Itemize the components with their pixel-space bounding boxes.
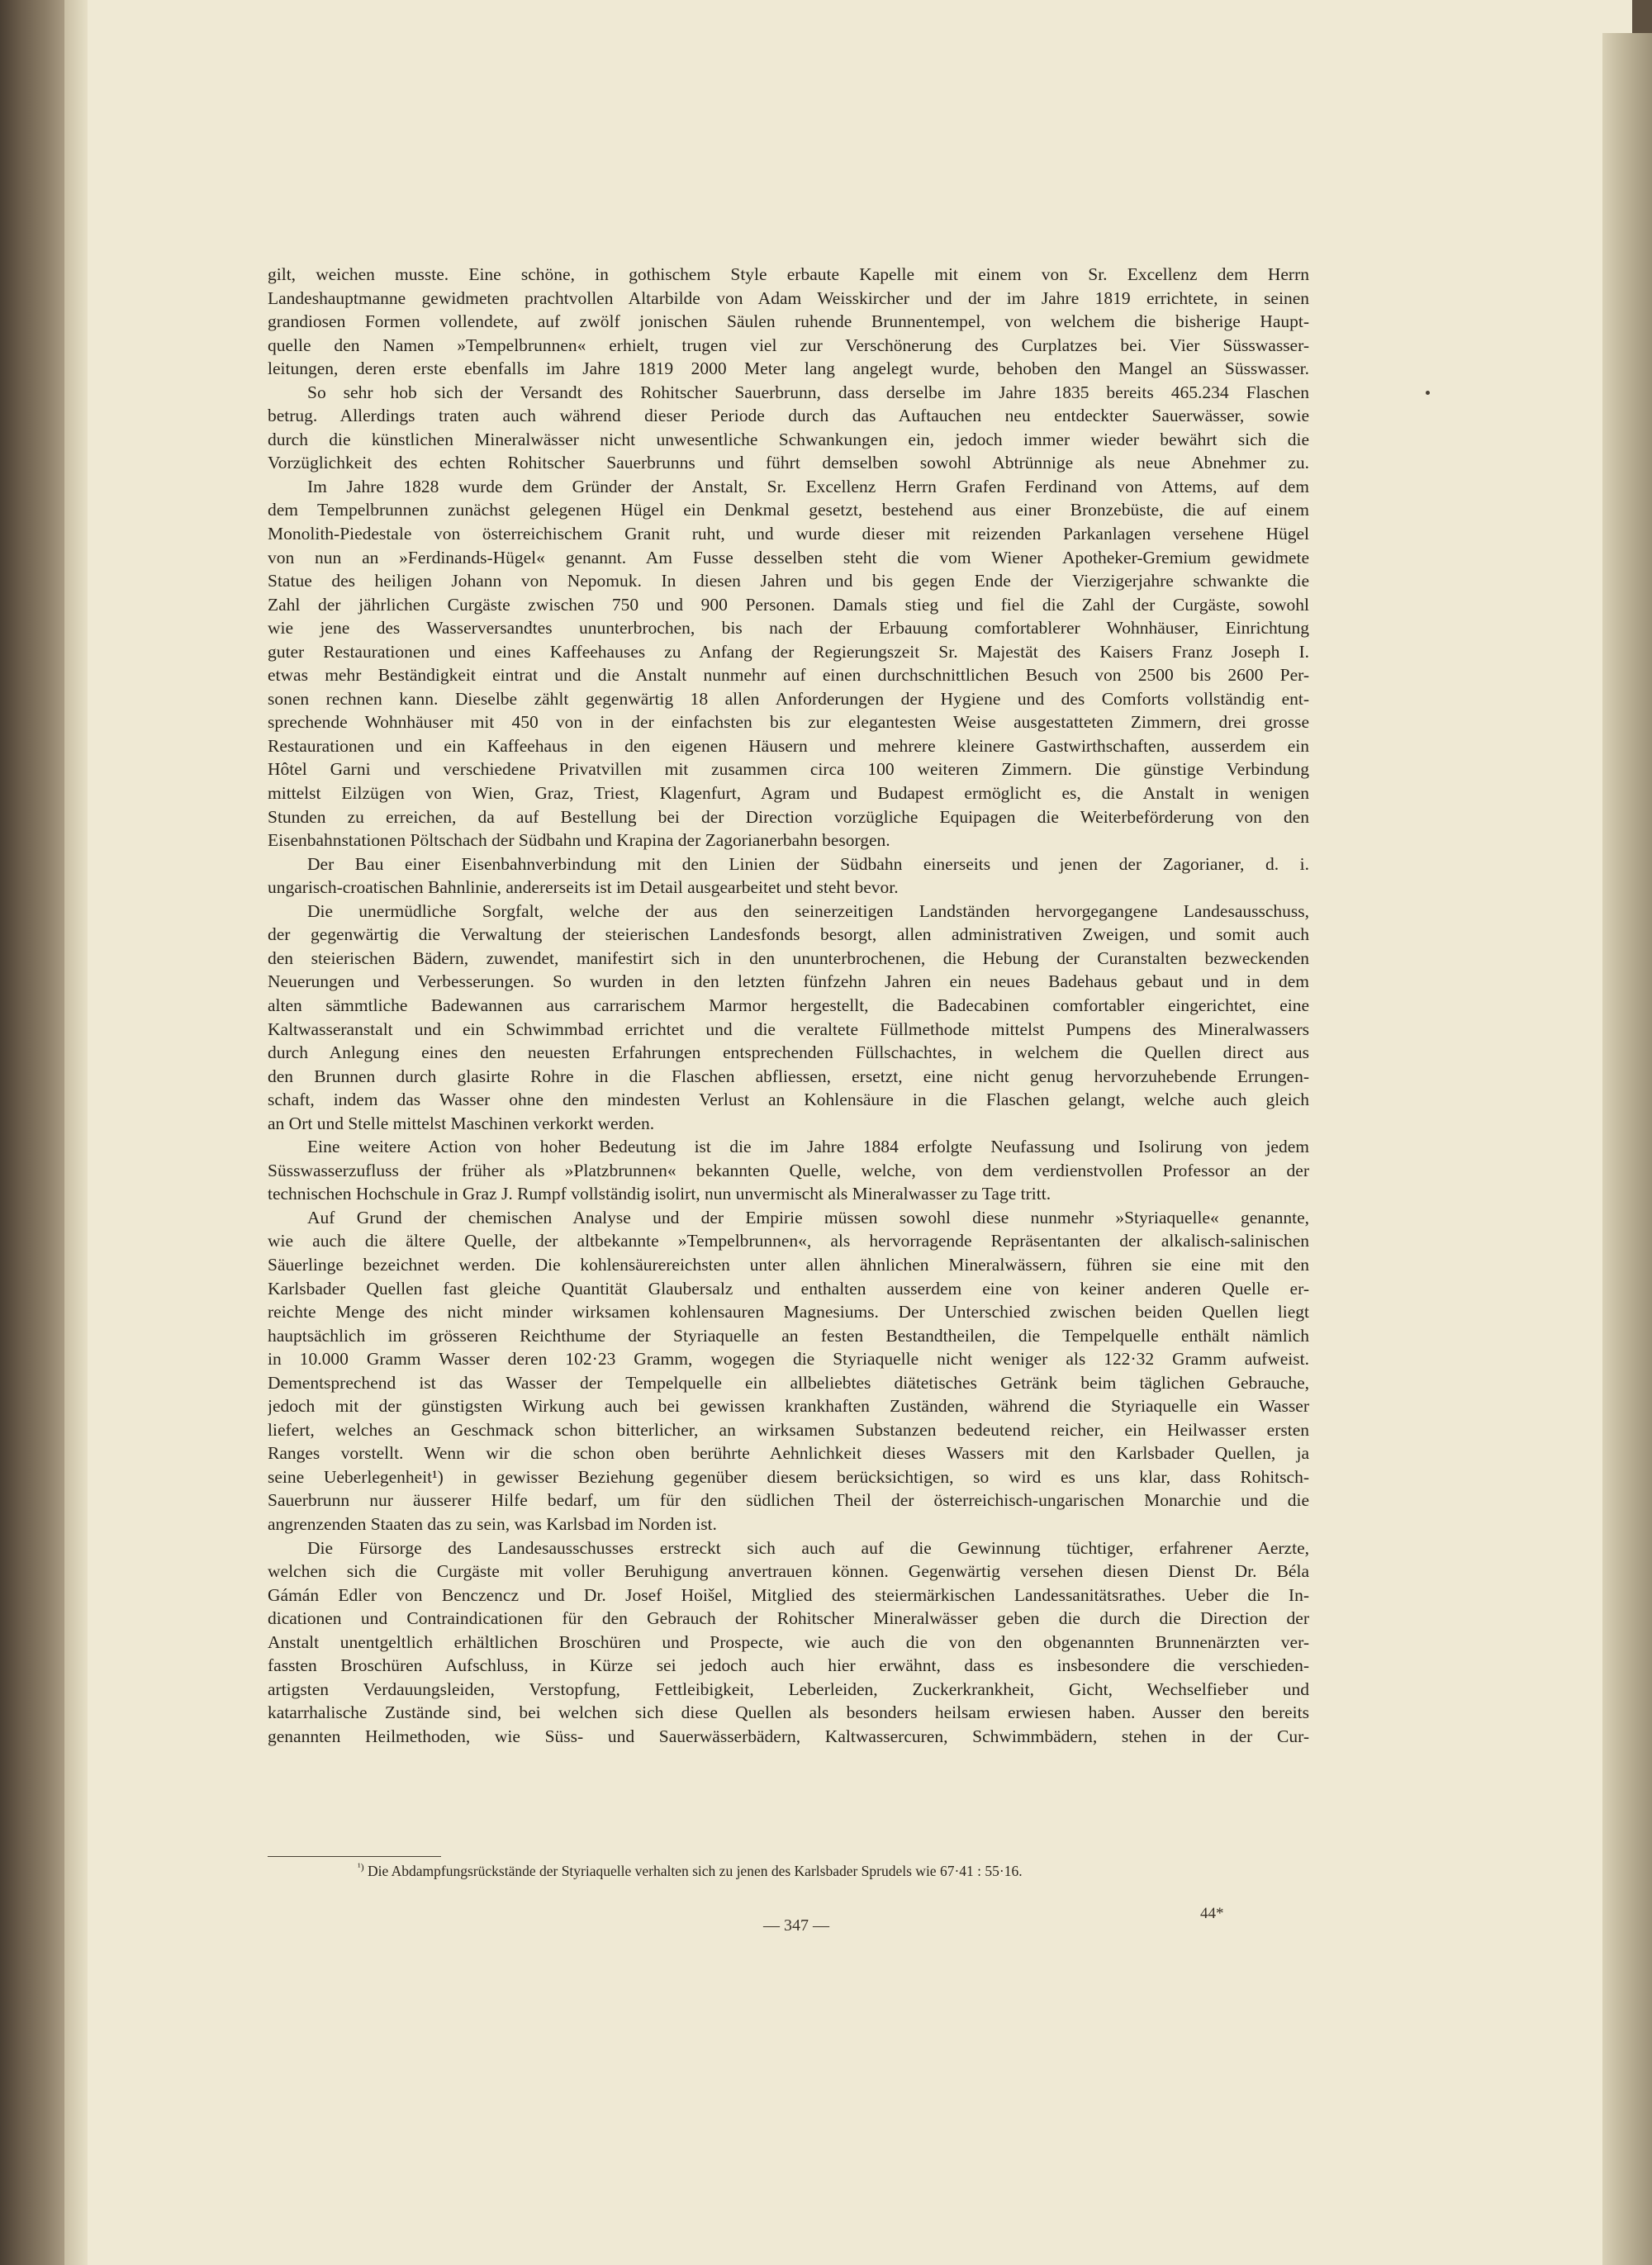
text-line: durch Anlegung eines den neuesten Erfahrungen entsprechenden Füllschachtes, in welchem die Quellen direct aus xyxy=(268,1042,1309,1063)
text-line: Eisenbahnstationen Pöltschach der Südbahn und Krapina der Zagorianerbahn besorgen. xyxy=(268,830,890,851)
text-line: angrenzenden Staaten das zu sein, was Karlsbad im Norden ist. xyxy=(268,1513,717,1534)
text-line: grandiosen Formen vollendete, auf zwölf jonischen Säulen ruhende Brunnentempel, von welchem die bisherige Haupt- xyxy=(268,311,1309,332)
text-line: Eine weitere Action von hoher Bedeutung ist die im Jahre 1884 erfolgte Neufassung und Isolirung von jedem xyxy=(307,1137,1309,1157)
text-line: Auf Grund der chemischen Analyse und der Empirie müssen sowohl diese nunmehr »Styriaquelle« genannte, xyxy=(307,1207,1309,1227)
text-line: Im Jahre 1828 wurde dem Gründer der Anstalt, Sr. Excellenz Herrn Grafen Ferdinand von Attems, auf dem xyxy=(307,476,1309,496)
text-line: seine Ueberlegenheit¹) in gewisser Beziehung gegenüber diesem berücksichtigen, so wird es uns klar, dass Rohitsch- xyxy=(268,1466,1309,1487)
text-line: Zahl der jährlichen Curgäste zwischen 750 und 900 Personen. Damals stieg und fiel die Zahl der Curgäste, sowohl xyxy=(268,594,1309,615)
text-line: welchen sich die Curgäste mit voller Beruhigung anvertrauen können. Gegenwärtig versehen diesen Dienst Dr. Béla xyxy=(268,1561,1309,1582)
text-line: Gámán Edler von Benczencz und Dr. Josef Hoišel, Mitglied des steiermärkischen Landessanitätsrathes. Ueber die In- xyxy=(268,1584,1309,1605)
text-line: Dementsprechend ist das Wasser der Tempelquelle ein allbeliebtes diätetisches Getränk beim täglichen Gebrauche, xyxy=(268,1372,1309,1393)
text-line: artigsten Verdauungsleiden, Verstopfung, Fettleibigkeit, Leberleiden, Zuckerkrankheit, Gicht, Wechselfieber und xyxy=(268,1679,1309,1699)
text-line: So sehr hob sich der Versandt des Rohitscher Sauerbrunn, dass derselbe im Jahre 1835 bereits 465.234 Flaschen xyxy=(307,382,1309,402)
text-line: Restaurationen und ein Kaffeehaus in den eigenen Häusern und mehrere kleinere Gastwirthschaften, ausserdem ein xyxy=(268,735,1309,756)
footnote xyxy=(358,1857,1184,1881)
text-line: sonen rechnen kann. Dieselbe zählt gegenwärtig 18 allen Anforderungen der Hygiene und des Comforts vollständig ent- xyxy=(268,688,1309,709)
text-line: katarrhalische Zustände sind, bei welchen sich diese Quellen als besonders heilsam erwiesen haben. Ausser den bereits xyxy=(268,1702,1309,1723)
text-line: den steierischen Bädern, zuwendet, manifestirt sich in den ununterbrochenen, die Hebung der Curanstalten bezweckenden xyxy=(268,947,1309,968)
text-line: mittelst Eilzügen von Wien, Graz, Triest, Klagenfurt, Agram und Budapest ermöglicht es, die Anstalt in wenigen xyxy=(268,783,1309,804)
text-line: der gegenwärtig die Verwaltung der steierischen Landesfonds besorgt, allen administrativen Zweigen, und somit auch xyxy=(268,924,1309,945)
text-line: hauptsächlich im grösseren Reichthume der Styriaquelle an festen Bestandtheilen, die Tempelquelle enthält nämlich xyxy=(268,1325,1309,1346)
text-line: leitungen, deren erste ebenfalls im Jahre 1819 2000 Meter lang angelegt wurde, behoben den Mangel an Süsswasser. xyxy=(268,359,1309,379)
text-line: wie jene des Wasserversandtes ununterbrochen, bis nach der Erbauung comfortablerer Wohnhäuser, Einrichtung xyxy=(268,618,1309,639)
text-line: Die unermüdliche Sorgfalt, welche der aus den seinerzeitigen Landständen hervorgegangene Landesausschuss, xyxy=(307,900,1309,921)
text-line: alten sämmtliche Badewannen aus carrarischem Marmor hergestellt, die Badecabinen comfortabler eingerichtet, eine xyxy=(268,995,1309,1015)
text-line: Anstalt unentgeltlich erhältlichen Broschüren und Prospecte, wie auch die von den obgenannten Brunnenärzten ver- xyxy=(268,1631,1309,1652)
page-edge-right xyxy=(1602,33,1652,2265)
signature-mark: 44* xyxy=(1200,1905,1224,1922)
text-line: Süsswasserzufluss der früher als »Platzbrunnen« bekannten Quelle, welche, von dem verdienstvollen Professor an der xyxy=(268,1160,1309,1180)
text-line: Der Bau einer Eisenbahnverbindung mit den Linien der Südbahn einerseits und jenen der Zagorianer, d. i. xyxy=(307,853,1309,874)
page-number: — 347 — xyxy=(763,1916,829,1935)
text-line: technischen Hochschule in Graz J. Rumpf vollständig isolirt, nun unvermischt als Mineralwasser zu Tage tritt. xyxy=(268,1184,1051,1204)
text-line: etwas mehr Beständigkeit eintrat und die Anstalt nunmehr auf einen durchschnittlichen Besuch von 2500 bis 2600 Per- xyxy=(268,665,1309,686)
text-line: wie auch die ältere Quelle, der altbekannte »Tempelbrunnen«, als hervorragende Repräsentanten der alkalisch-salinischen xyxy=(268,1231,1309,1251)
text-line: schaft, indem das Wasser ohne den mindesten Verlust an Kohlensäure in die Flaschen gelangt, welche auch gleich xyxy=(268,1090,1309,1110)
text-line: Sauerbrunn nur äusserer Hilfe bedarf, um für den südlichen Theil der österreichisch-ungarischen Monarchie und die xyxy=(268,1490,1309,1511)
text-line: Karlsbader Quellen fast gleiche Quantität Glaubersalz und enthalten ausserdem eine von keiner anderen Quelle er- xyxy=(268,1278,1309,1299)
text-line: Statue des heiligen Johann von Nepomuk. In diesen Jahren und bis gegen Ende der Vierzigerjahre schwankte die xyxy=(268,571,1309,591)
text-line: Monolith-Piedestale von österreichischem Granit ruht, und wurde dieser mit reizenden Parkanlagen versehene Hügel xyxy=(268,524,1309,544)
text-line: liefert, welches an Geschmack schon bitterlicher, an wirksamen Substanzen bedeutend reicher, ein Heilwasser ersten xyxy=(268,1419,1309,1440)
text-line: Stunden zu erreichen, da auf Bestellung bei der Direction vorzügliche Equipagen die Weiterbeförderung von den xyxy=(268,806,1309,827)
text-line: Vorzüglichkeit des echten Rohitscher Sauerbrunns und führt demselben sowohl Abtrünnige als neue Abnehmer zu. xyxy=(268,453,1309,473)
text-line: quelle den Namen »Tempelbrunnen« erhielt, trugen viel zur Verschönerung des Curplatzes bei. Vier Süsswasser- xyxy=(268,335,1309,355)
ink-speck xyxy=(1426,391,1430,395)
text-line: Kaltwasseranstalt und ein Schwimmbad errichtet und die veraltete Füllmethode mittelst Pumpens des Mineralwassers xyxy=(268,1019,1309,1039)
text-line: betrug. Allerdings traten auch während dieser Periode durch das Auftauchen neu entdeckter Sauerwässer, sowie xyxy=(268,406,1309,426)
text-line: Die Fürsorge des Landesausschusses erstreckt sich auch auf die Gewinnung tüchtiger, erfahrener Aerzte, xyxy=(307,1537,1309,1558)
text-line: reichte Menge des nicht minder wirksamen kohlensauren Magnesiums. Der Unterschied zwischen beiden Quellen liegt xyxy=(268,1302,1309,1322)
text-line: genannten Heilmethoden, wie Süss- und Sauerwässerbädern, Kaltwassercuren, Schwimmbädern, stehen in der Cur- xyxy=(268,1726,1309,1746)
text-line: guter Restaurationen und eines Kaffeehauses zu Anfang der Regierungszeit Sr. Majestät des Kaisers Franz Joseph I. xyxy=(268,641,1309,662)
text-line: ungarisch-croatischen Bahnlinie, andererseits ist im Detail ausgearbeitet und steht bevor. xyxy=(268,877,899,898)
footnote-marker: ¹) xyxy=(358,1861,364,1873)
text-line: an Ort und Stelle mittelst Maschinen verkorkt werden. xyxy=(268,1113,655,1133)
text-line: jedoch mit der günstigsten Wirkung auch bei gewissen krankhaften Zuständen, während die Styriaquelle ein Wasser xyxy=(268,1396,1309,1417)
text-line: Landeshauptmanne gewidmeten prachtvollen Altarbilde von Adam Weisskircher und der im Jahre 1819 errichtete, in seinen xyxy=(268,287,1309,308)
text-line: Hôtel Garni und verschiedene Privatvillen mit zusammen circa 100 weiteren Zimmern. Die günstige Verbindung xyxy=(268,759,1309,780)
text-line: von nun an »Ferdinands-Hügel« genannt. Am Fusse desselben steht die vom Wiener Apotheker-Gremium gewidmete xyxy=(268,547,1309,567)
text-line: sprechende Wohnhäuser mit 450 von in der einfachsten bis zur elegantesten Weise ausgestatteten Zimmern, drei grosse xyxy=(268,712,1309,733)
text-line: den Brunnen durch glasirte Rohre in die Flaschen abfliessen, ersetzt, eine nicht genug hervorzuhebende Errungen- xyxy=(268,1066,1309,1086)
text-line: gilt, weichen musste. Eine schöne, in gothischem Style erbaute Kapelle mit einem von Sr. Excellenz dem Herrn xyxy=(268,264,1309,284)
footnote-text: Die Abdampfungsrückstände der Styriaquelle verhalten sich zu jenen des Karlsbader Sprudels wie 67·41 : 55·16. xyxy=(367,1862,1023,1879)
text-line: Säuerlinge bezeichnet werden. Die kohlensäurereichsten unter allen ähnlichen Mineralwässern, führen sie eine mit den xyxy=(268,1254,1309,1275)
text-line: Neuerungen und Verbesserungen. So wurden in den letzten fünfzehn Jahren ein neues Badehaus gebaut und in dem xyxy=(268,971,1309,992)
text-line: fassten Broschüren Aufschluss, in Kürze sei jedoch auch hier erwähnt, dass es insbesondere die verschieden- xyxy=(268,1655,1309,1676)
text-line: in 10.000 Gramm Wasser deren 102·23 Gramm, wogegen die Styriaquelle nicht weniger als 122·32 Gramm aufweist. xyxy=(268,1349,1309,1370)
text-line: Ranges vorstellt. Wenn wir die schon oben berührte Aehnlichkeit dieses Wassers mit den Karlsbader Quellen, ja xyxy=(268,1443,1309,1464)
book-binding xyxy=(0,0,64,2265)
text-line: dicationen und Contraindicationen für den Gebrauch der Rohitscher Mineralwässer geben die durch die Direction der xyxy=(268,1608,1309,1629)
text-line: durch die künstlichen Mineralwässer nicht unwesentliche Schwankungen ein, jedoch immer wieder bewährt sich die xyxy=(268,429,1309,449)
text-line: dem Tempelbrunnen zunächst gelegenen Hügel ein Denkmal gesetzt, bestehend aus einer Bronzebüste, die auf einem xyxy=(268,500,1309,520)
body-text xyxy=(268,263,1309,1748)
